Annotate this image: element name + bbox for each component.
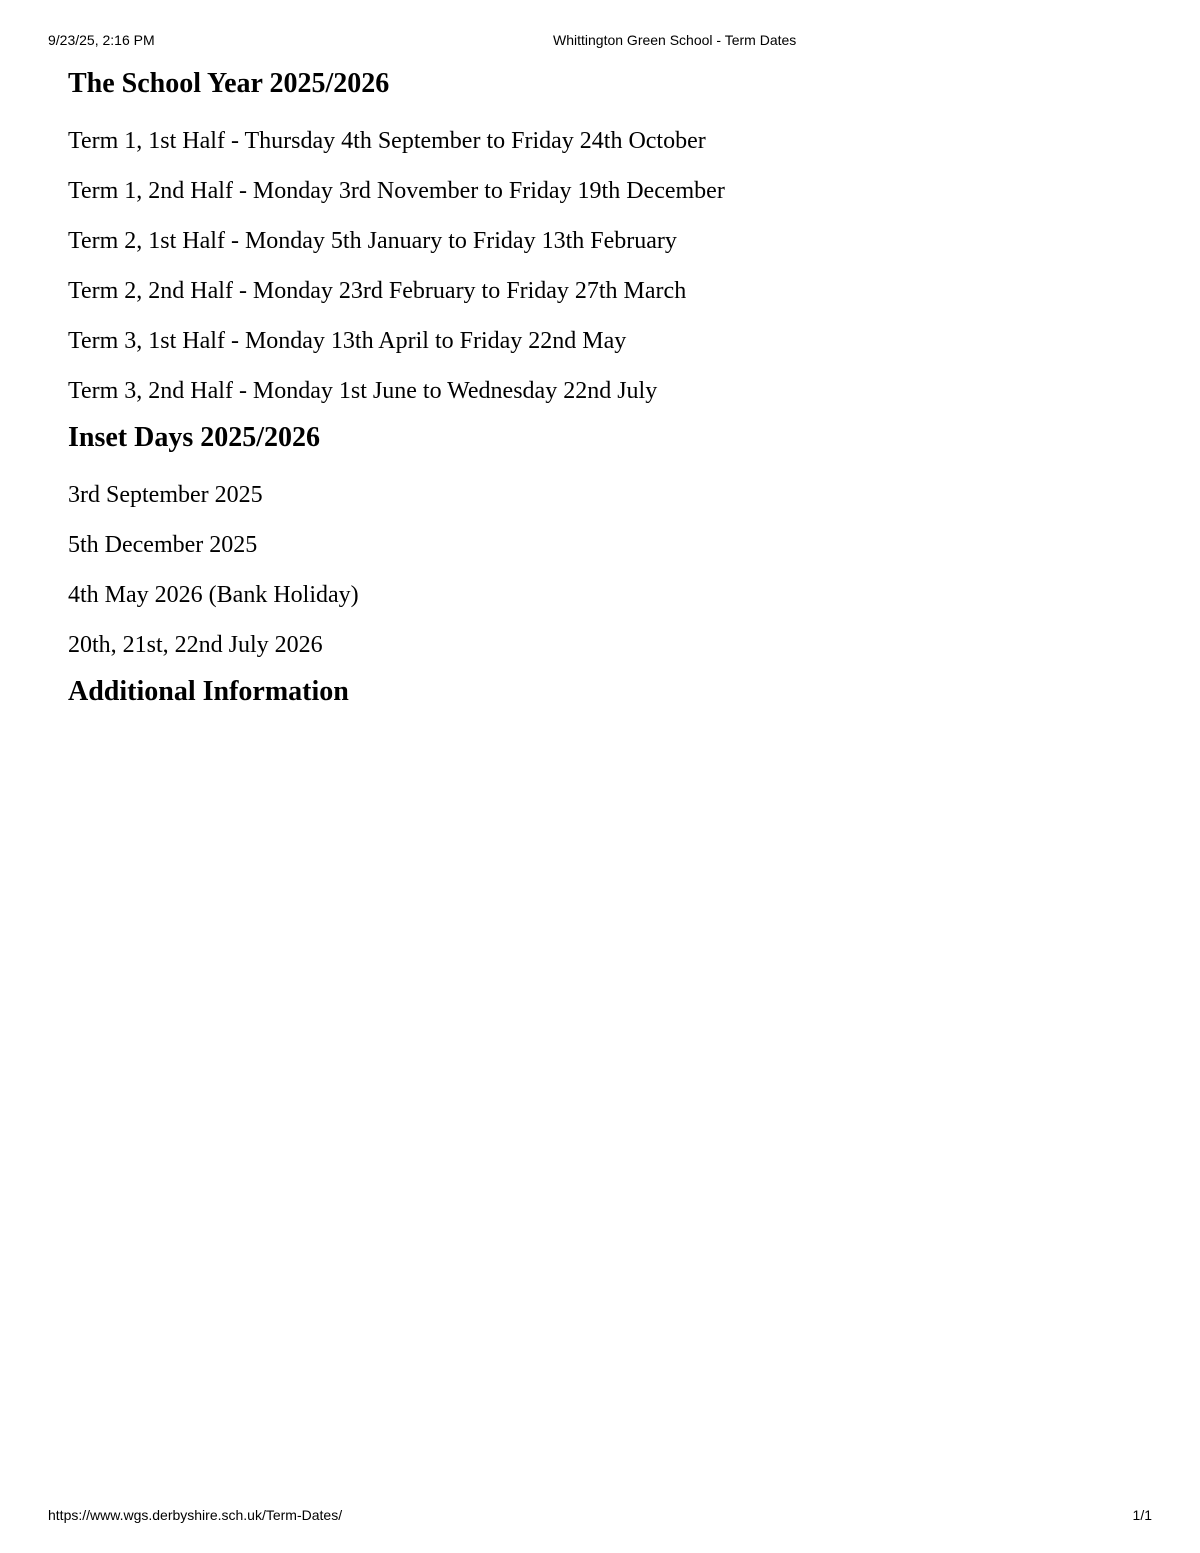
- school-year-heading: The School Year 2025/2026: [68, 68, 390, 99]
- term-dates-list: [68, 116, 1132, 416]
- inset-day-item: 4th May 2026 (Bank Holiday): [68, 582, 359, 608]
- inset-days-list: [68, 470, 1132, 670]
- term-item: Term 3, 1st Half - Monday 13th April to Friday 22nd May: [68, 328, 627, 354]
- print-header: [48, 30, 1152, 50]
- inset-day-item: 20th, 21st, 22nd July 2026: [68, 632, 323, 658]
- inset-day-item: 5th December 2025: [68, 532, 258, 558]
- term-item: Term 3, 2nd Half - Monday 1st June to Wednesday 22nd July: [68, 378, 658, 404]
- print-page-number: 1/1: [1132, 1507, 1152, 1523]
- term-item: Term 2, 2nd Half - Monday 23rd February to Friday 27th March: [68, 278, 687, 304]
- inset-day-item: 3rd September 2025: [68, 482, 263, 508]
- main-content: [68, 62, 1132, 714]
- print-url: https://www.wgs.derbyshire.sch.uk/Term-Dates/: [48, 1507, 343, 1523]
- additional-information-heading: Additional Information: [68, 676, 349, 707]
- inset-days-heading: Inset Days 2025/2026: [68, 422, 321, 453]
- term-item: Term 2, 1st Half - Monday 5th January to Friday 13th February: [68, 228, 677, 254]
- term-item: Term 1, 1st Half - Thursday 4th September to Friday 24th October: [68, 128, 706, 154]
- print-page-title: Whittington Green School - Term Dates: [553, 32, 797, 48]
- print-datetime: 9/23/25, 2:16 PM: [48, 32, 155, 48]
- print-footer: [48, 1505, 1152, 1525]
- term-item: Term 1, 2nd Half - Monday 3rd November to Friday 19th December: [68, 178, 725, 204]
